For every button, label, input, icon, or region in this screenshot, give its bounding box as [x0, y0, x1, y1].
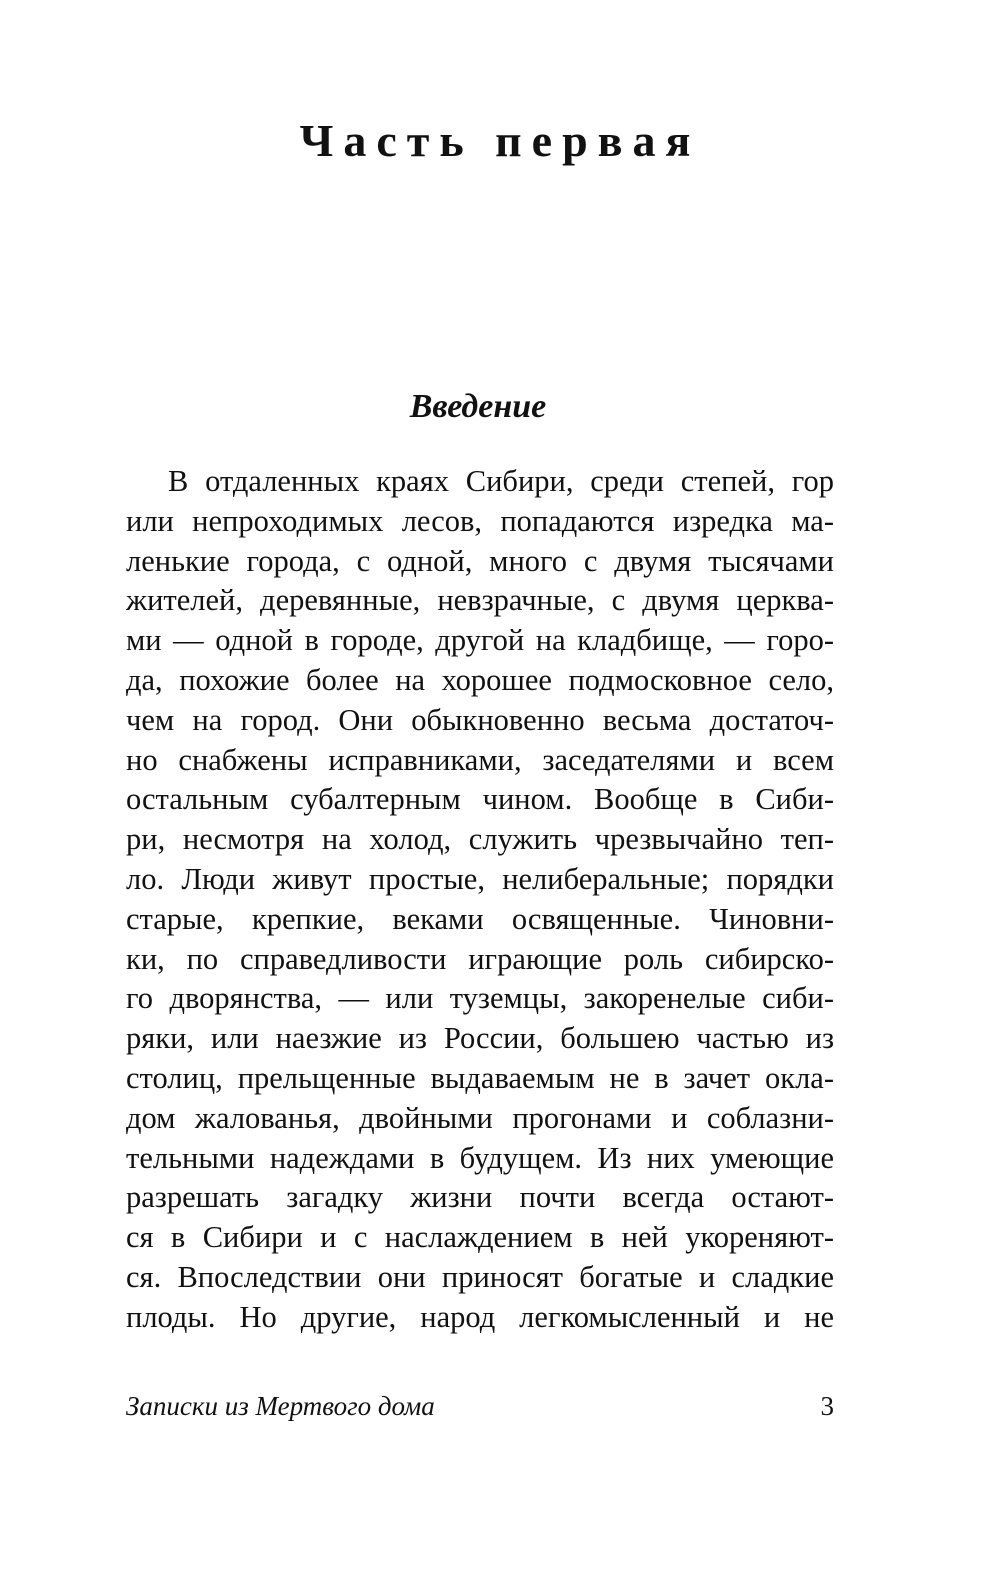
text-line: В отдаленных краях Сибири, среди степей, гор — [168, 464, 834, 498]
text-line: старые, крепкие, веками освященные. Чиновни- — [126, 901, 834, 936]
text-line: ся. Впоследствии они приносят богатые и сладкие — [126, 1259, 834, 1294]
text-line: или непроходимых лесов, попадаются изредка ма- — [126, 503, 834, 538]
text-line: ми — одной в городе, другой на кладбище, — горо- — [126, 623, 834, 658]
page-footer — [126, 1386, 834, 1426]
text-line: го дворянства, — или туземцы, закоренелые сиби- — [126, 981, 834, 1016]
footer-book-title: Записки из Мертвого дома — [126, 1391, 435, 1421]
text-line: остальным субалтерным чином. Вообще в Сиби- — [126, 782, 834, 817]
text-line: ряки, или наезжие из России, большею частью из — [126, 1021, 834, 1056]
text-line: ки, по справедливости играющие роль сибирско- — [126, 941, 834, 976]
text-line: чем на город. Они обыкновенно весьма достаточ- — [126, 702, 834, 737]
text-line: ленькие города, с одной, много с двумя тысячами — [126, 543, 834, 578]
text-line: но снабжены исправниками, заседателями и всем — [126, 742, 834, 777]
body-text — [126, 462, 834, 1338]
page-number: 3 — [820, 1391, 834, 1421]
text-line: дом жалованья, двойными прогонами и соблазни- — [126, 1100, 834, 1135]
text-line: ло. Люди живут простые, нелиберальные; порядки — [126, 861, 834, 896]
text-line: ся в Сибири и с наслаждением в ней укореняют- — [126, 1220, 834, 1255]
text-line: да, похожие более на хорошее подмосковное село, — [126, 662, 834, 697]
chapter-title: Введение — [409, 388, 547, 425]
text-line: жителей, деревянные, невзрачные, с двумя церква- — [126, 583, 834, 618]
text-line: тельными надеждами в будущем. Из них умеющие — [126, 1140, 834, 1175]
text-line: ри, несмотря на холод, служить чрезвычайно теп- — [126, 822, 834, 857]
text-line: столиц, прельщенные выдаваемым не в зачет окла- — [126, 1060, 834, 1095]
text-line: плоды. Но другие, народ легкомысленный и не — [126, 1299, 834, 1334]
text-line: разрешать загадку жизни почти всегда остают- — [126, 1180, 834, 1215]
part-title: Часть первая — [299, 115, 701, 166]
